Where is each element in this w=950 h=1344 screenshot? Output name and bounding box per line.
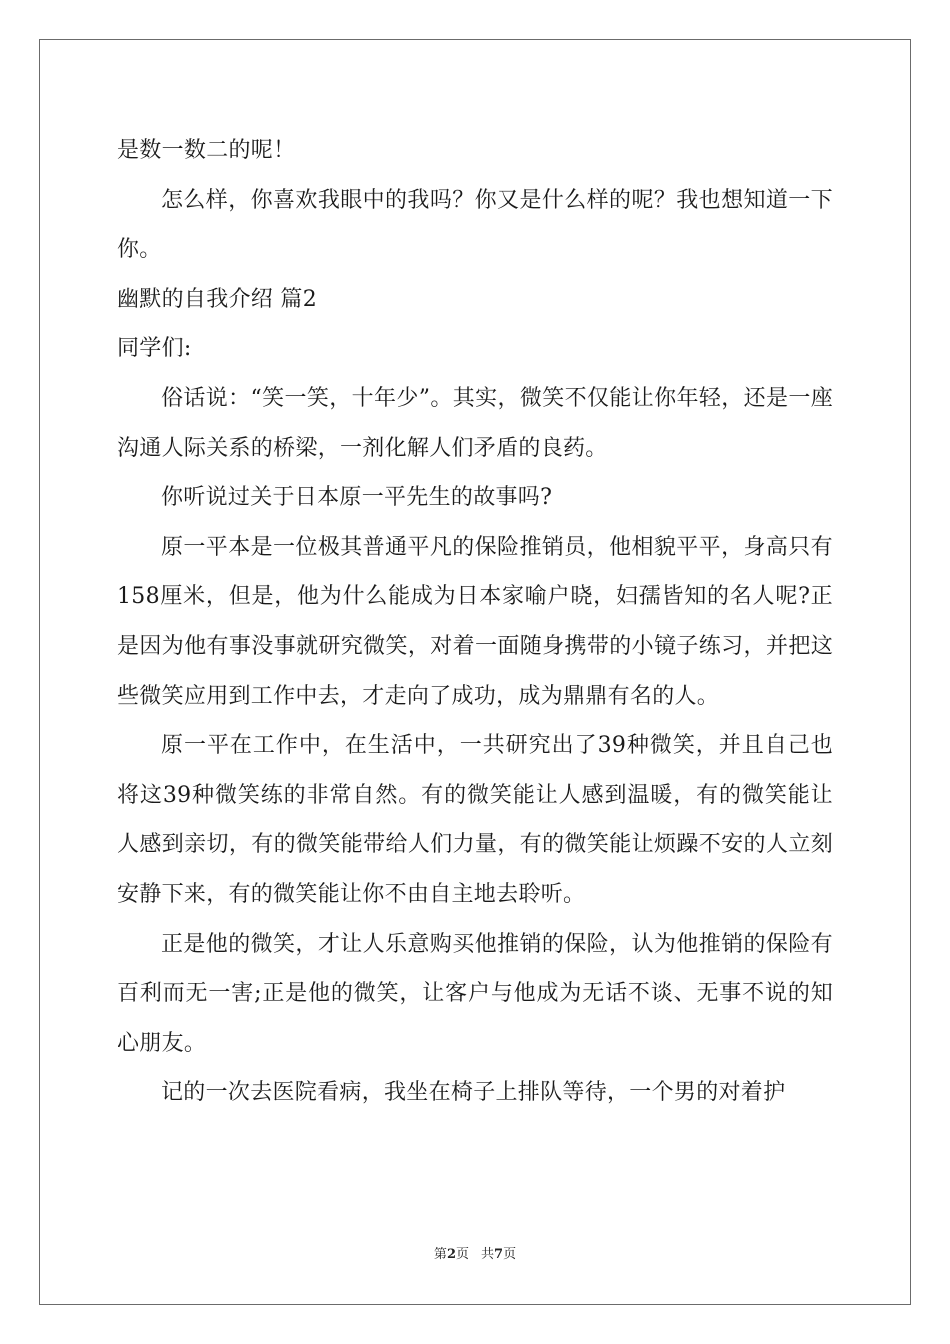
page-total: 7 xyxy=(494,1247,504,1262)
paragraph-1: 是数一数二的呢！ xyxy=(117,138,296,163)
section-heading: 幽默的自我介绍 篇2 xyxy=(117,286,317,312)
paragraph-9: 正是他的微笑，才让人乐意购买他推销的保险，认为他推销的保险有百利而无一害;正是他的微笑，让客户与他成为无话不谈、无事不说的知心朋友。 xyxy=(117,931,833,1056)
paragraph-2: 怎么样，你喜欢我眼中的我吗？你又是什么样的呢？我也想知道一下你。 xyxy=(117,187,833,263)
paragraph-10: 记的一次去医院看病，我坐在椅子上排队等待，一个男的对着护 xyxy=(161,1080,786,1106)
page-current: 2 xyxy=(446,1247,456,1262)
paragraph-7: 原一平本是一位极其普通平凡的保险推销员，他相貌平平，身高只有158厘米，但是，他为什么能成为日本家喻户晓，妇孺皆知的名人呢?正是因为他有事没事就研究微笑，对着一面随身携带的小镜子练习，并把这些微笑应用到工作中去，才走向了成功，成为鼎鼎有名的人。 xyxy=(117,534,833,709)
document-body xyxy=(117,126,833,1118)
paragraph-5: 俗话说：“笑一笑，十年少”。其实，微笑不仅能让你年轻，还是一座沟通人际关系的桥梁，一剂化解人们矛盾的良药。 xyxy=(117,385,833,461)
total-suffix: 页 xyxy=(503,1247,517,1262)
page-prefix: 第 xyxy=(433,1247,447,1262)
paragraph-8: 原一平在工作中，在生活中，一共研究出了39种微笑，并且自己也将这39种微笑练的非常自然。有的微笑能让人感到温暖，有的微笑能让人感到亲切，有的微笑能带给人们力量，有的微笑能让烦躁不安的人立刻安静下来，有的微笑能让你不由自主地去聆听。 xyxy=(117,733,833,907)
total-prefix: 共 xyxy=(481,1247,495,1262)
paragraph-6: 你听说过关于日本原一平先生的故事吗? xyxy=(161,485,553,511)
page-footer xyxy=(0,1246,950,1264)
salutation: 同学们: xyxy=(117,336,192,362)
page-suffix: 页 xyxy=(455,1247,469,1262)
